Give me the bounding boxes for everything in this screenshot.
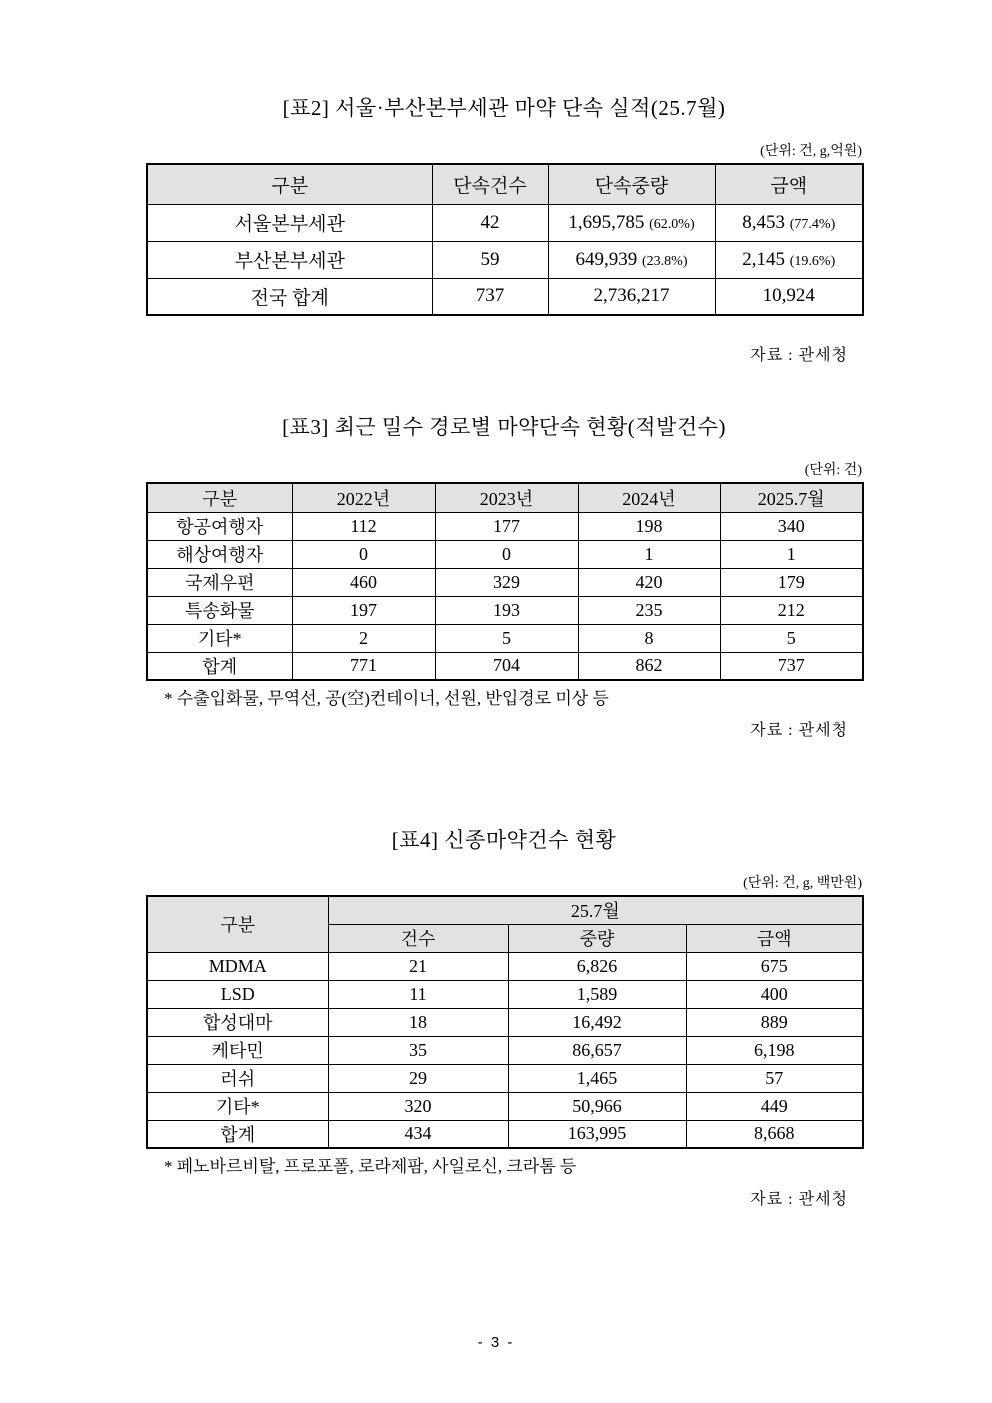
table-row	[147, 1008, 863, 1036]
table3-source-note: 자료 : 관세청	[750, 722, 848, 739]
cell-cases: 59	[432, 241, 548, 278]
cell-2022: 0	[292, 540, 435, 568]
cell-label: 국제우편	[147, 568, 292, 596]
cell-2024: 420	[578, 568, 720, 596]
cell-weight: 86,657	[508, 1036, 686, 1064]
cell-amount: 2,145 (19.6%)	[715, 241, 863, 278]
cell-amount: 57	[686, 1064, 863, 1092]
cell-2023: 193	[435, 596, 578, 624]
table3-header-2022: 2022년	[292, 483, 435, 512]
cell-label: 항공여행자	[147, 512, 292, 540]
cell-weight: 1,695,785 (62.0%)	[548, 204, 715, 241]
cell-cases: 21	[328, 952, 508, 980]
cell-weight: 1,589	[508, 980, 686, 1008]
cell-cases: 434	[328, 1120, 508, 1148]
cell-2022: 2	[292, 624, 435, 652]
cell-2023: 329	[435, 568, 578, 596]
cell-label: 전국 합계	[147, 278, 432, 315]
cell-2025: 737	[720, 652, 863, 680]
table-row	[147, 596, 863, 624]
cell-amount: 10,924	[715, 278, 863, 315]
cell-2024: 1	[578, 540, 720, 568]
table3-header-2023: 2023년	[435, 483, 578, 512]
cell-2025: 340	[720, 512, 863, 540]
cell-2022: 197	[292, 596, 435, 624]
table-row	[147, 980, 863, 1008]
cell-cases: 29	[328, 1064, 508, 1092]
cell-label: LSD	[147, 980, 328, 1008]
table4-title: [표4] 신종마약건수 현황	[391, 828, 617, 852]
cell-2023: 5	[435, 624, 578, 652]
table4-header-amount: 금액	[686, 924, 863, 952]
table-row	[147, 204, 863, 241]
cell-label: 러쉬	[147, 1064, 328, 1092]
table-row	[147, 1036, 863, 1064]
table-row	[147, 512, 863, 540]
cell-amount: 449	[686, 1092, 863, 1120]
cell-amount: 6,198	[686, 1036, 863, 1064]
cell-amount-pct: (77.4%)	[789, 216, 836, 232]
cell-2024: 235	[578, 596, 720, 624]
cell-amount: 889	[686, 1008, 863, 1036]
cell-label: 케타민	[147, 1036, 328, 1064]
cell-amount: 675	[686, 952, 863, 980]
table2	[146, 163, 864, 316]
cell-cases: 320	[328, 1092, 508, 1120]
cell-amount: 400	[686, 980, 863, 1008]
table2-header-weight: 단속중량	[548, 164, 715, 204]
table2-header-amount: 금액	[715, 164, 863, 204]
table4	[146, 895, 864, 1149]
cell-2025: 179	[720, 568, 863, 596]
cell-weight-pct: (23.8%)	[642, 253, 688, 269]
cell-weight: 649,939 (23.8%)	[548, 241, 715, 278]
cell-label: 해상여행자	[147, 540, 292, 568]
table3-header-category: 구분	[147, 483, 292, 512]
cell-2023: 177	[435, 512, 578, 540]
cell-2024: 862	[578, 652, 720, 680]
table3-header-2025: 2025.7월	[720, 483, 863, 512]
table-row	[147, 278, 863, 315]
cell-cases: 11	[328, 980, 508, 1008]
table4-header-row-1	[147, 896, 863, 924]
table4-header-cases: 건수	[328, 924, 508, 952]
cell-weight: 50,966	[508, 1092, 686, 1120]
table2-header-row	[147, 164, 863, 204]
table3	[146, 482, 864, 681]
table2-unit-note: (단위: 건, g,억원)	[760, 144, 862, 159]
cell-weight-pct: (62.0%)	[649, 216, 695, 232]
table3-unit-note: (단위: 건)	[804, 463, 862, 478]
table-row	[147, 241, 863, 278]
table4-header-weight: 중량	[508, 924, 686, 952]
cell-2025: 1	[720, 540, 863, 568]
cell-cases: 18	[328, 1008, 508, 1036]
cell-2024: 8	[578, 624, 720, 652]
cell-label: 기타*	[147, 1092, 328, 1120]
cell-weight: 163,995	[508, 1120, 686, 1148]
cell-amount: 8,453 (77.4%)	[715, 204, 863, 241]
cell-weight: 16,492	[508, 1008, 686, 1036]
cell-cases: 42	[432, 204, 548, 241]
cell-weight: 6,826	[508, 952, 686, 980]
table3-footnote: * 수출입화물, 무역선, 공(空)컨테이너, 선원, 반입경로 미상 등	[164, 689, 609, 708]
table2-title: [표2] 서울·부산본부세관 마약 단속 실적(25.7월)	[282, 96, 726, 120]
cell-cases: 35	[328, 1036, 508, 1064]
cell-2022: 112	[292, 512, 435, 540]
table-row	[147, 1064, 863, 1092]
cell-2022: 771	[292, 652, 435, 680]
table3-header-row	[147, 483, 863, 512]
cell-label: 기타*	[147, 624, 292, 652]
page-content	[146, 0, 862, 1209]
cell-2024: 198	[578, 512, 720, 540]
table3-header-2024: 2024년	[578, 483, 720, 512]
cell-2023: 704	[435, 652, 578, 680]
table4-header-period: 25.7월	[328, 896, 863, 924]
cell-label: 합계	[147, 652, 292, 680]
table-row	[147, 540, 863, 568]
table-row	[147, 1120, 863, 1148]
table2-header-category: 구분	[147, 164, 432, 204]
cell-label: MDMA	[147, 952, 328, 980]
cell-2025: 5	[720, 624, 863, 652]
cell-cases: 737	[432, 278, 548, 315]
cell-label: 특송화물	[147, 596, 292, 624]
cell-2022: 460	[292, 568, 435, 596]
cell-label: 서울본부세관	[147, 204, 432, 241]
cell-label: 합계	[147, 1120, 328, 1148]
cell-2023: 0	[435, 540, 578, 568]
page-number: - 3 -	[477, 1334, 515, 1351]
table4-footnote: * 페노바르비탈, 프로포폴, 로라제팜, 사일로신, 크라톰 등	[164, 1157, 577, 1176]
table-row	[147, 652, 863, 680]
cell-weight: 1,465	[508, 1064, 686, 1092]
table-row	[147, 624, 863, 652]
table-row	[147, 952, 863, 980]
cell-weight: 2,736,217	[548, 278, 715, 315]
cell-label: 합성대마	[147, 1008, 328, 1036]
table2-source-note: 자료 : 관세청	[750, 347, 848, 364]
table3-title: [표3] 최근 밀수 경로별 마약단속 현황(적발건수)	[282, 415, 726, 439]
table4-unit-note: (단위: 건, g, 백만원)	[743, 876, 862, 891]
table2-header-cases: 단속건수	[432, 164, 548, 204]
table-row	[147, 1092, 863, 1120]
cell-label: 부산본부세관	[147, 241, 432, 278]
cell-amount-pct: (19.6%)	[789, 253, 836, 269]
table-row	[147, 568, 863, 596]
table4-header-category: 구분	[147, 896, 328, 952]
table4-source-note: 자료 : 관세청	[750, 1191, 848, 1208]
cell-amount: 8,668	[686, 1120, 863, 1148]
cell-2025: 212	[720, 596, 863, 624]
